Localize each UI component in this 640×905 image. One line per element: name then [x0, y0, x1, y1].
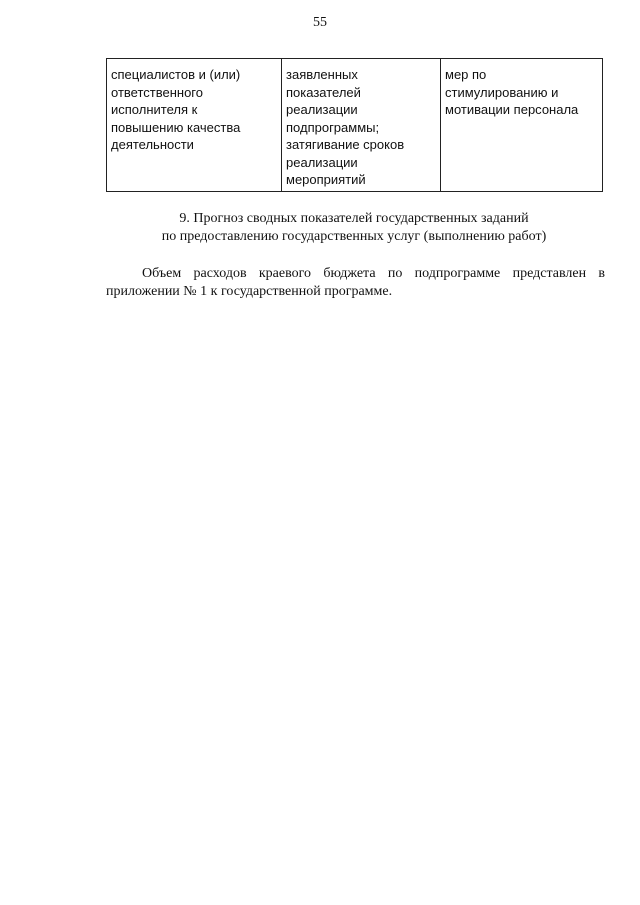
section-heading-line-1: 9. Прогноз сводных показателей государственных заданий — [179, 211, 529, 226]
page-number: 55 — [313, 15, 327, 30]
table-cell-risk: заявленных показателей реализации подпрограммы; затягивание сроков реализации мероприятий — [282, 59, 441, 192]
body-paragraph: Объем расходов краевого бюджета по подпрограмме представлен в приложении № 1 к государственной программе. — [106, 266, 605, 299]
continuation-table — [106, 58, 603, 192]
section-heading — [106, 210, 602, 245]
section-heading-line-2: по предоставлению государственных услуг (выполнению работ) — [161, 228, 547, 244]
table-cell-measures: мер по стимулированию и мотивации персонала — [441, 59, 603, 192]
table-cell-responsible: специалистов и (или) ответственного исполнителя к повышению качества деятельности — [107, 59, 282, 192]
table-row — [107, 59, 603, 192]
